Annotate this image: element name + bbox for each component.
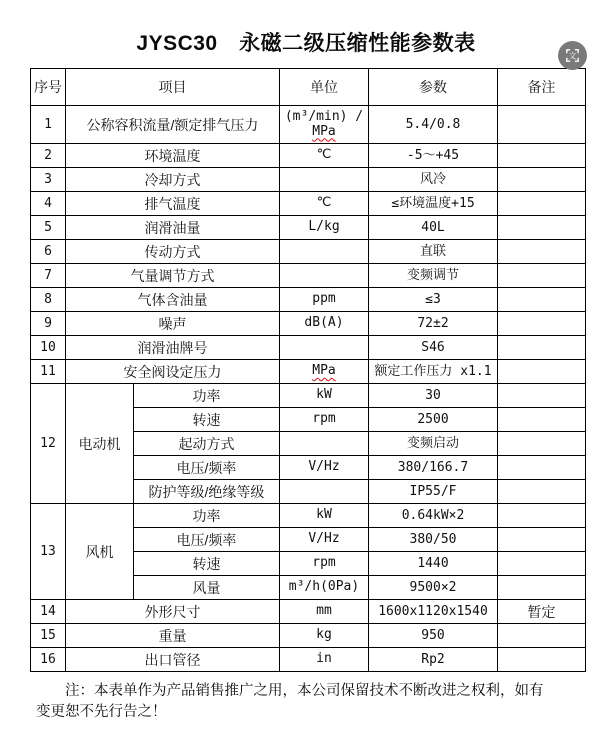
row-no: 2 [31,144,66,168]
header-no: 序号 [31,69,66,106]
item-cell: 功率 [134,384,280,408]
item-cell: 气量调节方式 [66,264,280,288]
note-cell [498,480,586,504]
unit-cell [280,456,369,480]
param-cell: ≤环境温度+15 [369,192,498,216]
unit-cell [280,528,369,552]
table-row [31,336,586,360]
unit-text: m³/h(0Pa) [288,579,360,595]
unit-cell [280,288,369,312]
note-cell [498,456,586,480]
group-cell: 电动机 [66,384,134,504]
unit-text: rpm [312,411,336,427]
note-cell [498,288,586,312]
param-cell: 风冷 [369,168,498,192]
note-cell [498,504,586,528]
unit-cell [280,384,369,408]
note-cell: 暂定 [498,600,586,624]
param-cell: 0.64kW×2 [369,504,498,528]
unit-cell [280,432,369,456]
row-no: 12 [31,384,66,504]
table-row [31,360,586,384]
param-cell: 40L [369,216,498,240]
param-cell: 72±2 [369,312,498,336]
row-no: 11 [31,360,66,384]
table-row [31,648,586,672]
param-cell: 直联 [369,240,498,264]
unit-text: mm [316,603,332,619]
extract-text-icon [564,47,581,64]
unit-text: kg [316,627,332,643]
table-row [31,168,586,192]
unit-cell [280,336,369,360]
unit-text-line2: MPa [312,123,336,139]
item-cell: 安全阀设定压力 [66,360,280,384]
extract-text-button[interactable] [558,41,587,70]
unit-cell [280,480,369,504]
spec-table [30,68,586,672]
param-cell: S46 [369,336,498,360]
item-cell: 防护等级/绝缘等级 [134,480,280,504]
unit-cell [280,624,369,648]
item-cell: 出口管径 [66,648,280,672]
unit-text: V/Hz [308,531,340,547]
unit-cell [280,264,369,288]
note-cell [498,106,586,144]
param-cell: Rp2 [369,648,498,672]
unit-cell [280,216,369,240]
unit-cell [280,648,369,672]
unit-cell [280,360,369,384]
row-no: 3 [31,168,66,192]
table-row [31,624,586,648]
row-no: 15 [31,624,66,648]
row-no: 9 [31,312,66,336]
unit-text: (m³/min) / [284,108,364,124]
row-no: 10 [31,336,66,360]
note-cell [498,624,586,648]
row-no: 5 [31,216,66,240]
item-cell: 环境温度 [66,144,280,168]
note-cell [498,576,586,600]
group-cell: 风机 [66,504,134,600]
item-cell: 转速 [134,408,280,432]
unit-text: ppm [312,291,336,307]
note-cell [498,552,586,576]
note-cell [498,648,586,672]
table-row [31,504,586,528]
unit-cell [280,144,369,168]
note-cell [498,144,586,168]
note-cell [498,240,586,264]
item-cell: 重量 [66,624,280,648]
item-cell: 冷却方式 [66,168,280,192]
param-cell: 5.4/0.8 [369,106,498,144]
footnote: 注：本表单作为产品销售推广之用，本公司保留技术不断改进之权利，如有变更恕不先行告之！ [36,683,544,720]
table-row [31,264,586,288]
note-cell [498,192,586,216]
table-row [31,192,586,216]
param-cell: ≤3 [369,288,498,312]
item-cell: 电压/频率 [134,456,280,480]
row-no: 16 [31,648,66,672]
table-row [31,144,586,168]
row-no: 14 [31,600,66,624]
unit-cell [280,408,369,432]
param-cell: 380/166.7 [369,456,498,480]
unit-text: kW [316,387,332,403]
item-cell: 转速 [134,552,280,576]
header-row [31,69,586,106]
unit-text: in [316,651,332,667]
param-cell: 950 [369,624,498,648]
header-unit: 单位 [280,69,369,106]
note-cell [498,312,586,336]
item-cell: 外形尺寸 [66,600,280,624]
param-cell: 1440 [369,552,498,576]
unit-text: MPa [312,363,336,379]
note-cell [498,384,586,408]
param-cell: 380/50 [369,528,498,552]
unit-cell [280,504,369,528]
param-cell: 30 [369,384,498,408]
param-cell: 2500 [369,408,498,432]
row-no: 13 [31,504,66,600]
item-cell: 传动方式 [66,240,280,264]
row-no: 1 [31,106,66,144]
table-row [31,216,586,240]
unit-text: ℃ [316,147,332,163]
item-cell: 起动方式 [134,432,280,456]
item-cell: 润滑油牌号 [66,336,280,360]
unit-cell [280,192,369,216]
param-cell: 9500×2 [369,576,498,600]
table-row [31,240,586,264]
unit-text: rpm [312,555,336,571]
item-cell: 排气温度 [66,192,280,216]
unit-cell [280,168,369,192]
unit-text: dB(A) [304,315,344,331]
row-no: 7 [31,264,66,288]
header-note: 备注 [498,69,586,106]
param-cell: IP55/F [369,480,498,504]
param-cell: -5～+45 [369,144,498,168]
row-no: 6 [31,240,66,264]
item-cell: 功率 [134,504,280,528]
param-cell: 额定工作压力 x1.1 [369,360,498,384]
note-cell [498,360,586,384]
row-no: 4 [31,192,66,216]
unit-text: L/kg [308,219,340,235]
note-cell [498,408,586,432]
row-no: 8 [31,288,66,312]
note-cell [498,216,586,240]
unit-cell [280,576,369,600]
table-row [31,312,586,336]
item-cell: 噪声 [66,312,280,336]
table-row [31,600,586,624]
note-cell [498,264,586,288]
item-cell: 公称容积流量/额定排气压力 [66,106,280,144]
spec-table-header [31,69,586,106]
note-cell [498,336,586,360]
header-item: 项目 [66,69,280,106]
extract-text-glyph: 文 [568,51,577,61]
param-cell: 变频调节 [369,264,498,288]
unit-text: V/Hz [308,459,340,475]
header-param: 参数 [369,69,498,106]
note-cell [498,528,586,552]
spec-table-body [31,106,586,672]
note-cell [498,432,586,456]
table-row [31,384,586,408]
unit-cell [280,552,369,576]
param-cell: 变频启动 [369,432,498,456]
unit-cell [280,312,369,336]
item-cell: 气体含油量 [66,288,280,312]
table-row [31,106,586,144]
unit-text: ℃ [316,195,332,211]
unit-cell [280,106,369,144]
unit-cell [280,600,369,624]
unit-cell [280,240,369,264]
note-cell [498,168,586,192]
item-cell: 润滑油量 [66,216,280,240]
item-cell: 电压/频率 [134,528,280,552]
item-cell: 风量 [134,576,280,600]
page-title: JYSC30 永磁二级压缩性能参数表 [136,32,476,55]
table-row [31,288,586,312]
param-cell: 1600x1120x1540 [369,600,498,624]
unit-text: kW [316,507,332,523]
